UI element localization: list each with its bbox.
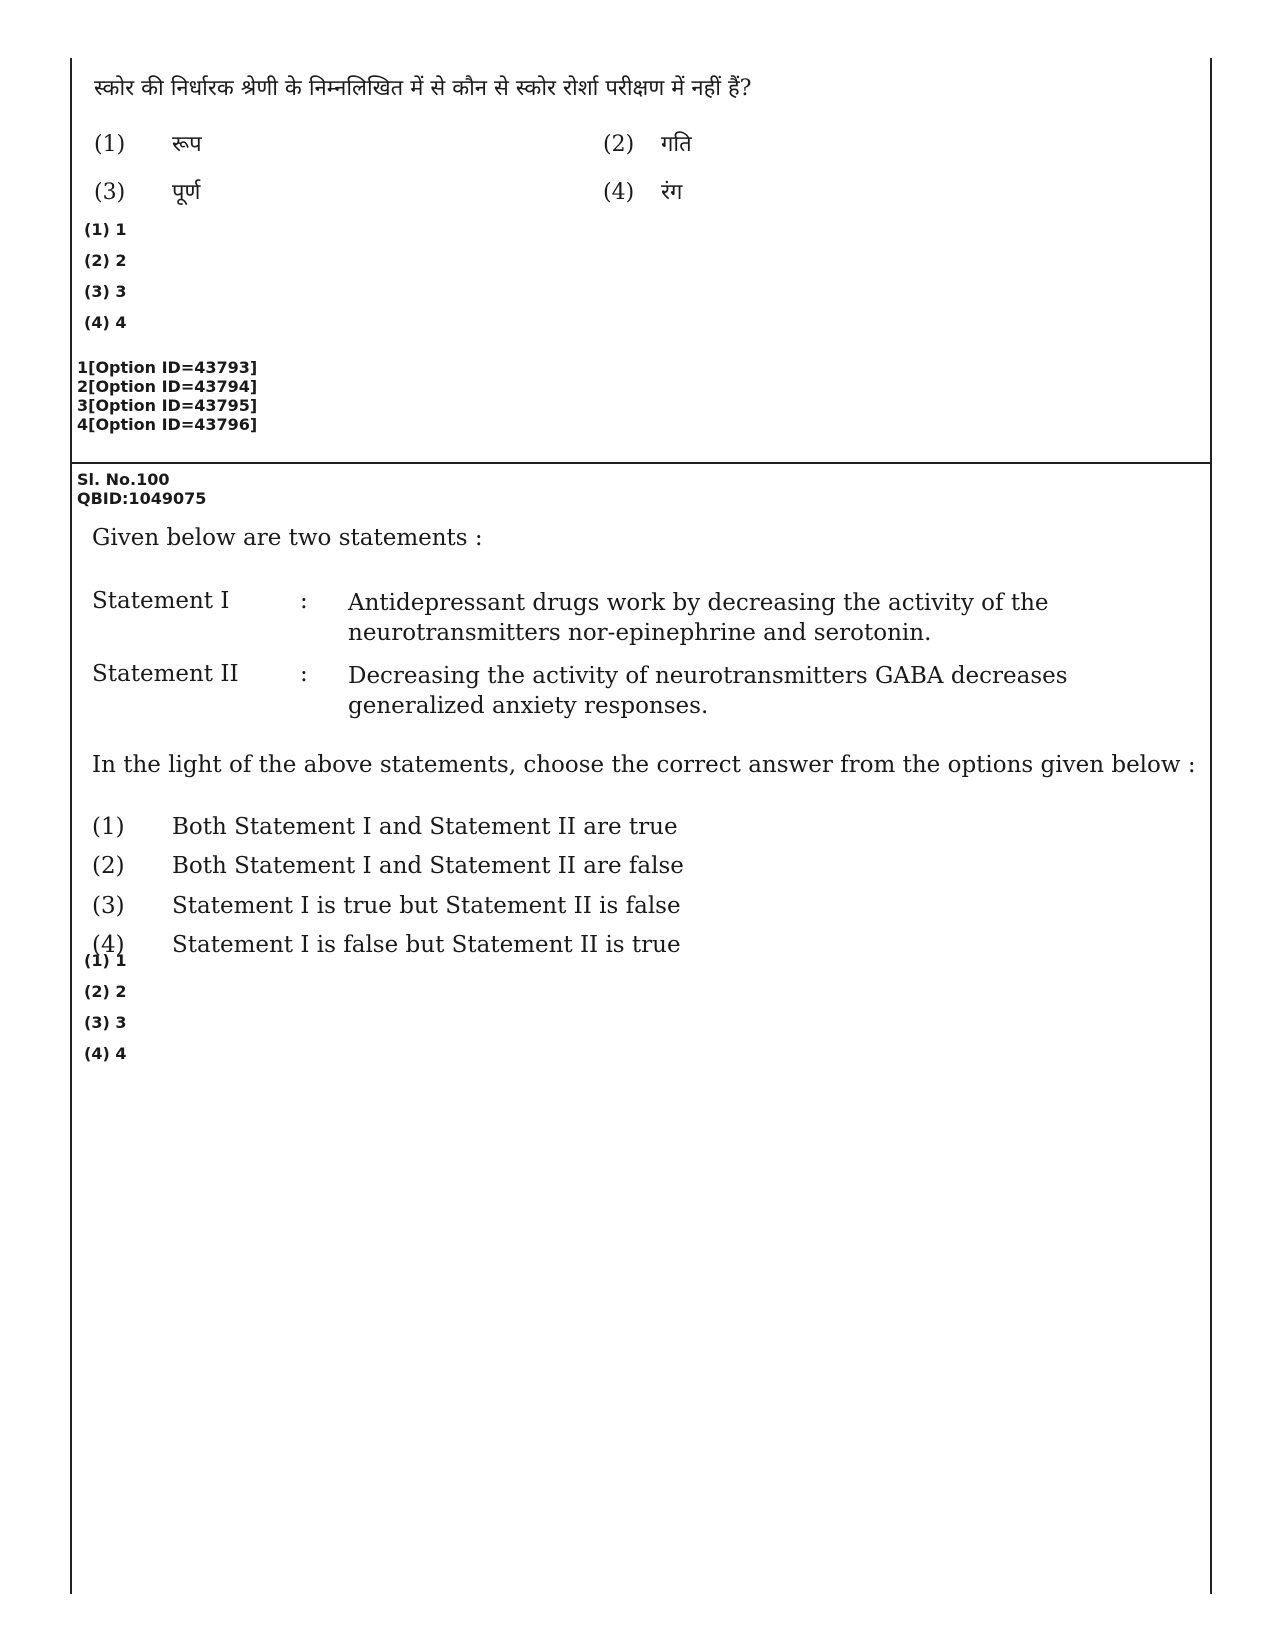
q2-answer-choice-1[interactable]: (1) 1 xyxy=(84,951,127,970)
q2-answer-choice-3[interactable]: (3) 3 xyxy=(84,1013,127,1032)
q2-statement-1-text xyxy=(348,588,1108,648)
q2-option-1 xyxy=(92,814,678,840)
q1-option-2 xyxy=(603,128,692,158)
q1-option-1-text: रूप xyxy=(172,132,202,157)
q2-option-2-num: (2) xyxy=(92,853,125,879)
q1-answer-choice-3[interactable]: (3) 3 xyxy=(84,282,127,301)
q2-statement-2-label: Statement II xyxy=(92,661,239,687)
q2-option-3-text: Statement I is true but Statement II is false xyxy=(172,893,681,919)
q1-option-3-text: पूर्ण xyxy=(172,180,201,205)
q2-intro: Given below are two statements : xyxy=(92,525,483,551)
q2-statement-1-line1: Antidepressant drugs work by decreasing the activity of the xyxy=(348,590,1049,616)
q2-qbid: QBID:1049075 xyxy=(77,489,207,508)
q1-option-2-num: (2) xyxy=(603,132,635,157)
q2-option-3 xyxy=(92,893,681,919)
q1-question-text: स्कोर की निर्धारक श्रेणी के निम्नलिखित में से कौन से स्कोर रोर्शा परीक्षण में नहीं हैं? xyxy=(94,76,752,101)
q1-option-4-num: (4) xyxy=(603,180,635,205)
q2-option-3-num: (3) xyxy=(92,893,125,919)
q2-option-4-num: (4) xyxy=(92,932,125,958)
q2-answer-choice-2[interactable]: (2) 2 xyxy=(84,982,127,1001)
q1-answer-choice-1[interactable]: (1) 1 xyxy=(84,220,127,239)
q2-serial-number: Sl. No.100 xyxy=(77,470,170,489)
q2-option-4 xyxy=(92,932,681,958)
q2-option-1-num: (1) xyxy=(92,814,125,840)
q1-answer-choice-2[interactable]: (2) 2 xyxy=(84,251,127,270)
q2-statement-1-line2: neurotransmitters nor-epinephrine and serotonin. xyxy=(348,620,932,646)
q1-option-1-num: (1) xyxy=(94,132,126,157)
q2-statement-1-colon: : xyxy=(300,588,308,614)
q2-header xyxy=(77,470,206,508)
q2-option-2-text: Both Statement I and Statement II are false xyxy=(172,853,684,879)
q1-option-id-3: 3[Option ID=43795] xyxy=(77,396,258,415)
q2-option-2 xyxy=(92,853,684,879)
q1-option-2-text: गति xyxy=(661,132,692,157)
q2-option-4-text: Statement I is false but Statement II is true xyxy=(172,932,681,958)
q1-answer-choice-4[interactable]: (4) 4 xyxy=(84,313,127,332)
question-frame xyxy=(70,58,1212,1594)
q2-statement-1-label: Statement I xyxy=(92,588,230,614)
q2-statement-2-line1: Decreasing the activity of neurotransmitters GABA decreases xyxy=(348,663,1068,689)
question-divider xyxy=(72,462,1210,464)
q1-option-3 xyxy=(94,176,200,206)
q1-option-4-text: रंग xyxy=(661,180,683,205)
q2-instruction: In the light of the above statements, choose the correct answer from the options given below : xyxy=(92,752,1196,778)
q2-statement-2-colon: : xyxy=(300,661,308,687)
q2-statement-2-text xyxy=(348,661,1108,721)
q1-option-1 xyxy=(94,128,202,158)
q1-option-id-4: 4[Option ID=43796] xyxy=(77,415,258,434)
q1-option-id-2: 2[Option ID=43794] xyxy=(77,377,258,396)
q2-option-1-text: Both Statement I and Statement II are true xyxy=(172,814,678,840)
q1-option-id-1: 1[Option ID=43793] xyxy=(77,358,258,377)
q2-statement-2-line2: generalized anxiety responses. xyxy=(348,693,709,719)
q1-option-4 xyxy=(603,176,682,206)
q2-answer-choice-4[interactable]: (4) 4 xyxy=(84,1044,127,1063)
q1-option-3-num: (3) xyxy=(94,180,126,205)
